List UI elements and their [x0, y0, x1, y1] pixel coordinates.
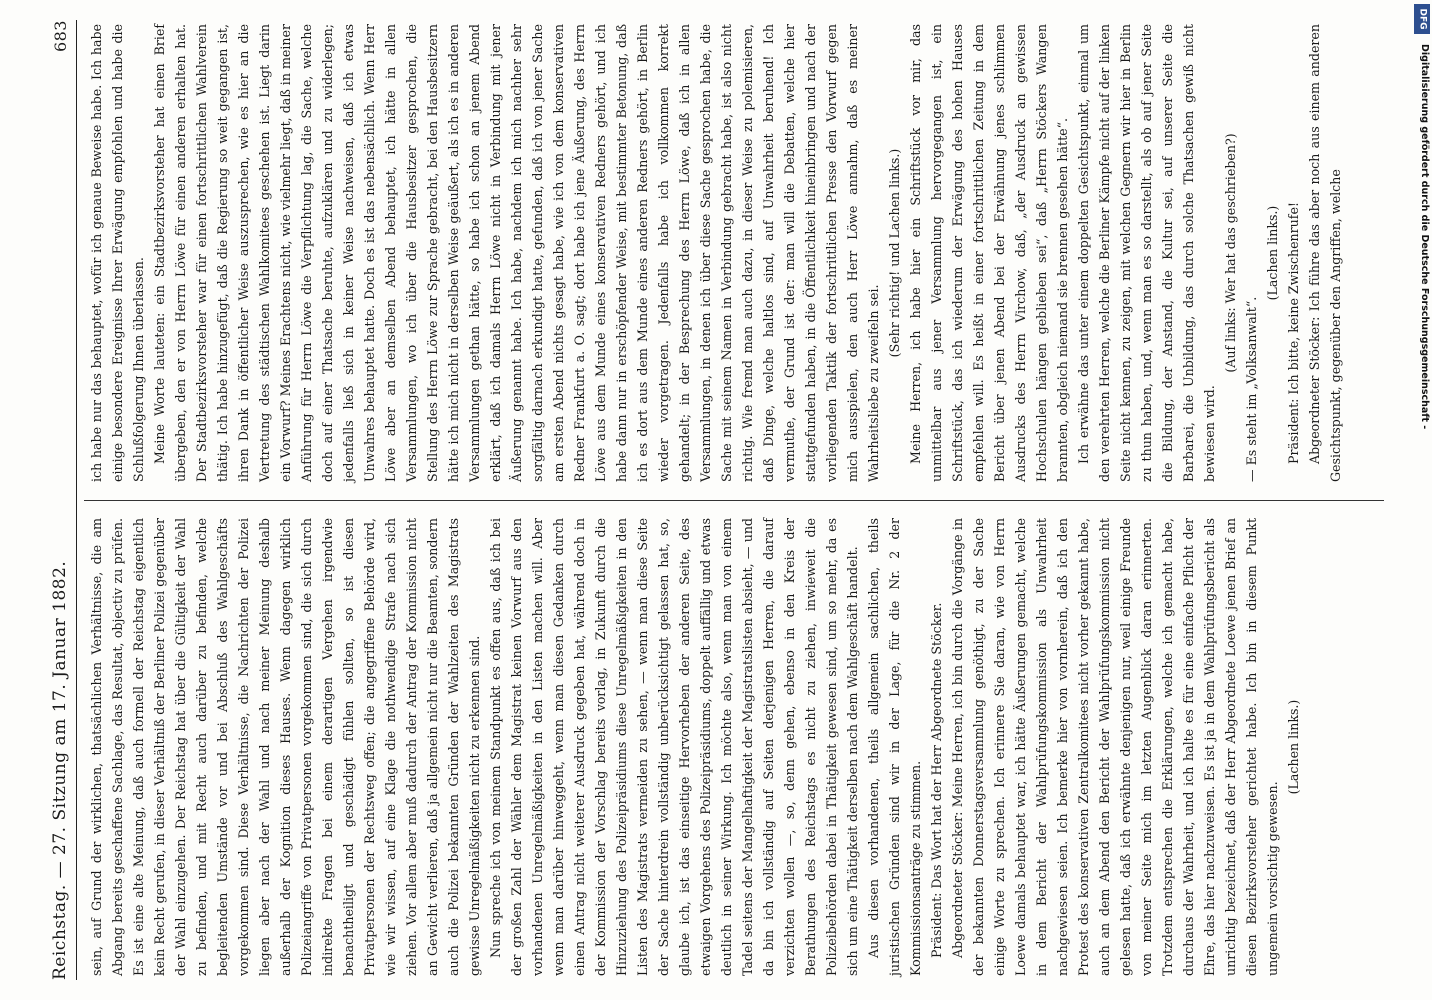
paragraph: Ich erwähne das unter einem doppelten Gesichtspunkt, einmal um den verehrten Herren, welche die Berliner Kämpfe nicht auf der linken Seite nicht kennen, zu zeigen, mit welchen Gegnern wir hier in Berlin zu thun haben, und, wenn man es so darstellt, als ob auf jener Seite die Bildung, der Anstand, die Kultur sei, auf unserer Seite die Barbarei, die Unbildung, das durch solche Thatsachen gewiß nicht bewiesen wird.: [1076, 24, 1217, 482]
speaker-paragraph: Präsident: Ich bitte, keine Zwischenrufe!: [1286, 202, 1301, 464]
running-head-title: Reichstag. — 27. Sitzung am 17. Januar 1882.: [50, 560, 70, 980]
interjection: (Lachen links.): [1265, 205, 1280, 301]
dfg-logo-icon: DFG: [1414, 4, 1430, 34]
column-divider: [84, 500, 1384, 501]
paragraph: Meine Herren, ich habe hier ein Schriftstück vor mir, das unmittelbar aus jener Versammlung hervorgegangen ist, ein Schriftstück, das ich wiederum der Erwägung des hohen Hauses empfehlen will. Es heißt in einer fortschrittlichen Zeitung in dem Bericht über jenen Abend bei der Erwähnung jenes schlimmen Ausdrucks des Herrn Virchow, daß, „der Ausdruck an gewissen Hochschulen hängen geblieben sei“, daß „Herrn Stöckers Wangen brannten, obgleich niemand sie brennen gesehen hätte“.: [908, 24, 1070, 482]
paragraph: Meine Worte lauteten: ein Stadtbezirksvorsteher hat einen Brief übergeben, den er von Herrn Löwe für einen anderen erhalten hat. Der Stadtbezirksvorsteher war für einen fortschrittlichen Wahlverein thätig. Ich habe hinzugefügt, daß die Regierung so weit gegangen ist, ihren Dank in öffentlicher Weise auszusprechen, wie es hier an die Vertretung des städtischen Wahlkomitees geschehen ist. Liegt darin ein Vorwurf? Meines Erachtens nicht, wie vielmehr liegt, daß in meiner Anführung für Herrn Löwe die Verpflichtung lag, die Sache, welche doch auf einer Thatsache beruhte, aufzuklären und zu widerlegen; jedenfalls ließ sich in keiner Weise nachweisen, daß ich etwas Unwahres behauptet hatte. Doch es ist das nebensächlich. Wenn Herr Löwe aber an demselben Abend behauptet, ich hätte in allen Versammlungen, wo ich über die Hausbesitzer gesprochen, die Stellung des Herrn Löwe zur Sprache gebracht, bei den Hausbesitzern hätte ich mich nicht in derselben Weise geäußert, als ich es in anderen Versammlungen gethan hätte, so habe ich schon an jenem Abend erklärt, daß ich damals Herrn Löwe nicht in Verbindung mit jener Äußerung genannt habe. Ich habe, nachdem ich mich nachher sehr sorgfältig darnach erkundigt hatte, gefunden, daß ich von jener Sache am ersten Abend nichts gesagt habe, wie ich von dem konservativen Redner Frankfurt a. O. sagt; dort habe ich jene Äußerung, des Herrn Löwe aus dem Munde eines konservativen Redners gehört, und ich habe dann nur in erschöpfender Weise, mit bestimmter Betonung, daß ich es dort aus dem Munde eines anderen Redners gehört, in Berlin wieder vorgetragen. Jedenfalls habe ich vollkommen korrekt gehandelt; in der Besprechung des Herrn Löwe, daß ich in allen Versammlungen, in denen ich über diese Sache gesprochen habe, die Sache mit seinem Namen in Verbindung gebracht habe, ist also nicht richtig. Wie fremd man auch dazu, in dieser Weise zu polemisieren, daß Dinge, welche haltlos sind, auf Unwahrheit beruhend! Ich vermuthe, der Grund ist der: man will die Debatten, welche hier stattgefunden haben, in die Öffentlichkeit hineinbringen und nach der vorliegenden Taktik der fortschrittlichen Presse den Vorwurf gegen mich ausspielen, den auch Herr Löwe annahm, daß es meiner Wahrheitsliebe zu zweifeln sei.: [152, 24, 881, 482]
right-column: [86, 24, 1346, 482]
interjection: (Lachen links.): [1286, 699, 1301, 795]
rotated-newspaper-sheet: [36, 20, 1396, 980]
digitization-stamp: [1414, 4, 1430, 994]
interjection: (Sehr richtig! und Lachen links.): [887, 148, 902, 358]
left-column: [86, 518, 1304, 976]
paragraph: Aus diesen vorhandenen, theils allgemein sachlichen, theils juristischen Gründen sind wir in der Lage, für die Nr. 2 der Kommissionsanträge zu stimmen.: [866, 518, 923, 976]
speaker-paragraph: Präsident: Das Wort hat der Herr Abgeordnete Stöcker.: [929, 602, 944, 958]
paragraph: — Es steht im „Volksanwalt“.: [1244, 296, 1259, 482]
paragraph: Nun spreche ich von meinem Standpunkt es offen aus, daß ich bei der großen Zahl der Wähler dem Magistrat keinen Vorwurf aus den vorhandenen Unregelmäßigkeiten in den Listen machen will. Aber wenn man darüber hinweggeht, wenn man diesen Gedanken durch einen Antrag nicht weiterer Ausdruck gegeben hat, während doch in der Kommission der Vorschlag bereits vorlag, in Zukunft durch die Hinzuziehung des Polizeipräsidiums diese Unregelmäßigkeiten in den Listen des Magistrats vermeiden zu sehen, — wenn man diese Seite der Sache hinterdrein vollständig unberücksichtigt gelassen hat, so, glaube ich, ist das einseitige Hervorheben der anderen Seite, des etwaigen Vorgehens des Polizeipräsidiums, doppelt auffällig und etwas deutlich in seiner Wirkung. Ich möchte also, wenn man von einem Tadel seitens der Mangelhaftigkeit der Magistratslisten absieht, — und da bin ich vollständig auf Seiten derjenigen Herren, die darauf verzichten wollen —, so, denn gehen, ebenso in den Kreis der Berathungen des Reichstags es nicht zu ziehen, inwieweit die Polizeibehörden dabei in Thätigkeit gewesen sind, um so mehr, da es sich um eine Thätigkeit derselben nach dem Wahlgeschäft handelt.: [488, 518, 860, 976]
paragraph: ich habe nur das behauptet, wofür ich genaue Beweise habe. Ich habe einige besondere Ereignisse Ihrer Erwägung empfohlen und habe die Schlußfolgerung Ihnen überlassen.: [89, 24, 146, 482]
speaker-paragraph: Abgeordneter Stöcker: Meine Herren, ich bin durch die Vorgänge in der bekannten Donnerstagsversammlung genöthigt, zu der Sache einige Worte zu sprechen. Ich erinnere Sie daran, wie von Herrn Loewe damals behauptet war, ich hätte Äußerungen gemacht, welche in dem Bericht der Wahlprüfungskommission als Unwahrheit nachgewiesen seien. Ich bemerke hier von vornherein, daß ich den Protest des konservativen Zentralkomitees nicht vorher gekannt habe, auch an dem Abend den Bericht der Wahlprüfungskommission nicht gelesen hatte, daß ich erwähnte denjenigen nur, weil einige Freunde von meiner Seite mich im letzten Augenblick daran erinnerten. Trotzdem entsprechen die Erklärungen, welche ich gemacht habe, durchaus der Wahrheit, und ich halte es für eine einfache Pflicht der Ehre, das hier nachzuweisen. Es ist ja in dem Wahlprüfungsbericht als unrichtig bezeichnet, daß der Herr Abgeordnete Loewe jenen Brief an diesen Bezirksvorsteher gerichtet habe. Ich bin in diesem Punkt ungemein vorsichtig gewesen.: [950, 518, 1280, 976]
interjection: (Auf links: Wer hat das geschrieben?): [1223, 133, 1238, 373]
paragraph: sein, auf Grund der wirklichen, thatsächlichen Verhältnisse, die am Abgang bereits geschaffene Sachlage, das Resultat, objectiv zu prüfen. Es ist eine alte Meinung, daß auch formell der Reichstag eigentlich kein Recht gerufen, in dieser Verhältniß der Berliner Polizei gegenüber der Wahl einzugehen. Der Reichstag hat über die Gültigkeit der Wahl zu befinden, und mit Recht auch darüber zu befinden, welche begleitenden Umstände vor und bei Abschluß des Wahlgeschäfts vorgekommen sind. Diese Verhältnisse, die Nachrichten der Polizei liegen aber nach der Wahl und nach meiner Meinung deshalb außerhalb der Kognition dieses Hauses. Wenn dagegen wirklich Polizeiangriffe von Privatpersonen vorgekommen sind, die sich durch indirekte Fragen bei einem derartigen Vergehen irgendwie benachtheiligt und geschädigt fühlen sollten, so ist diesen Privatpersonen der Rechtsweg offen; die angegriffene Behörde wird, wie wir wissen, auf eine Klage die nothwendige Strafe nach sich ziehen. Vor allem aber muß dadurch der Antrag der Kommission nicht an Gewicht verlieren, daß ja allgemein nicht nur die Beamten, sondern auch die Polizei bekannten Gründen der Wahlzeiten des Magistrats gewisse Unregelmäßigkeiten nicht zu erkennen sind.: [89, 518, 482, 976]
stamp-text: Digitalisierung gefördert durch die Deutsche Forschungsgemeinschaft -: [1419, 44, 1430, 430]
header-rule: [76, 20, 77, 980]
running-head: [36, 20, 70, 980]
speaker-paragraph: Abgeordneter Stöcker: Ich führe das aber noch aus einem anderen Gesichtspunkt, gegenüber den Angriffen, welche: [1307, 24, 1343, 482]
page-number: 683: [51, 20, 70, 53]
